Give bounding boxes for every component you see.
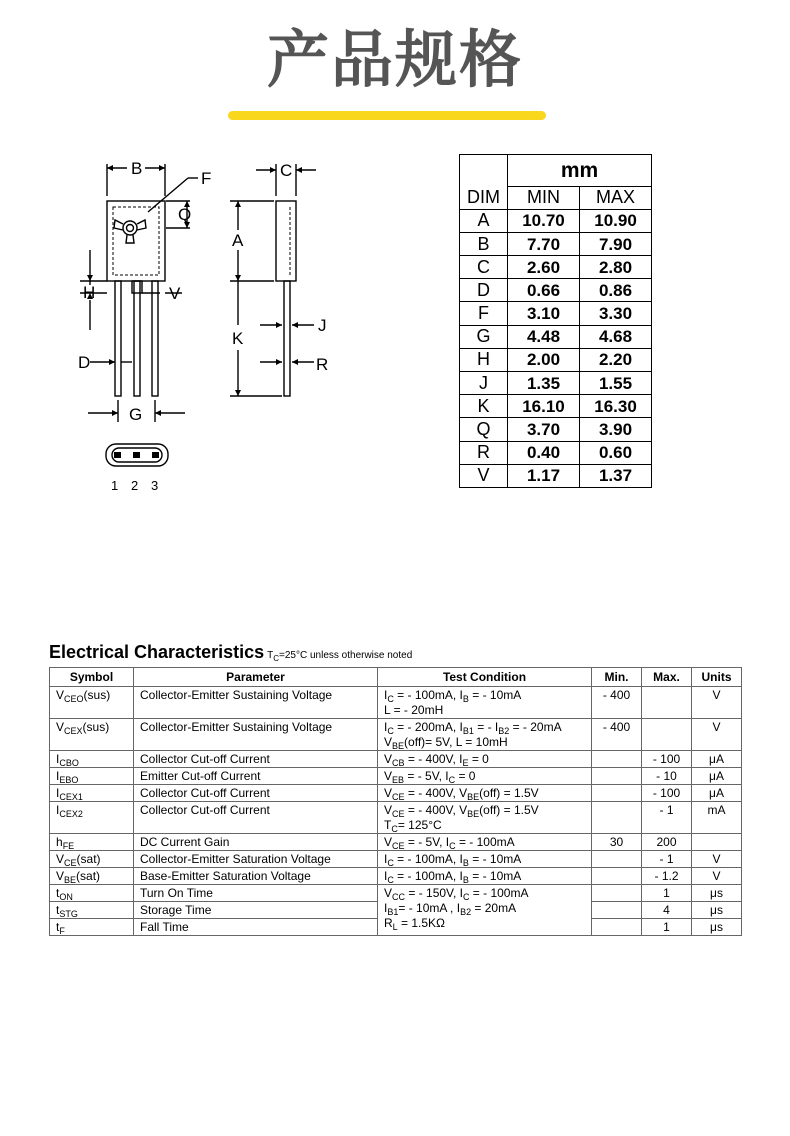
dimension-max-cell: 0.86 [580,279,652,302]
symbol-cell: $h_{FE}$ [50,834,134,851]
symbol-cell: $t_{ON}$ [50,885,134,902]
pin-number: 3 [151,478,159,493]
min-cell [592,919,642,936]
dim-label-d: D [78,353,91,372]
dimension-max-cell: 0.60 [580,441,652,464]
title-underline [228,111,546,120]
table-row [50,851,742,868]
dim-label-f: F [201,169,212,188]
symbol-cell: $I_{EBO}$ [50,768,134,785]
parameter-cell: Turn On Time [134,885,378,902]
dimension-max-cell: 2.80 [580,256,652,279]
dimension-row [460,209,652,232]
units-cell: V [692,719,742,751]
parameter-cell: Collector Cut-off Current [134,802,378,834]
max-cell: - 1.2 [642,868,692,885]
parameter-cell: Base-Emitter Saturation Voltage [134,868,378,885]
symbol-cell: $t_{STG}$ [50,902,134,919]
pin-number: 2 [131,478,139,493]
dim-header: DIM [460,186,508,209]
min-cell [592,802,642,834]
conditions-note: $T_C=25^\circ C$ unless otherwise noted [267,650,413,663]
units-cell: μs [692,885,742,902]
test-condition-cell: $V_{EB}$ = - 5V, $I_C = 0$ [378,768,592,785]
parameter-cell: Fall Time [134,919,378,936]
test-condition-cell: $I_C$ = - 100mA, $I_B$ = - 10mA [378,851,592,868]
dimension-row [460,464,652,487]
table-row [50,834,742,851]
dim-label-c: C [280,161,293,180]
max-cell: 200 [642,834,692,851]
test-condition-cell: $I_C$ = - 100mA, $I_B$ = - 10mA L = - 20mH [378,687,592,719]
units-cell: mA [692,802,742,834]
test-condition-header: Test Condition [378,668,592,687]
min-header: MIN [508,186,580,209]
test-condition-cell: $V_{CE}$ = - 400V, $V_{BE}(off) = 1.5V$ [378,785,592,802]
units-cell: μs [692,919,742,936]
table-row [50,751,742,768]
dimension-max-cell: 2.20 [580,348,652,371]
dimension-min-cell: 1.35 [508,372,580,395]
symbol-cell: $I_{CBO}$ [50,751,134,768]
max-cell [642,719,692,751]
test-condition-cell: $V_{CB}$ = - 400V, $I_E = 0$ [378,751,592,768]
parameter-cell: Collector-Emitter Saturation Voltage [134,851,378,868]
dimension-min-cell: 1.17 [508,464,580,487]
dimension-max-cell: 1.37 [580,464,652,487]
test-condition-cell: $V_{CE}$ = - 400V, $V_{BE}(off) = 1.5V$ $T_C= 125^\circ C$ [378,802,592,834]
min-cell: 30 [592,834,642,851]
dimension-min-cell: 0.40 [508,441,580,464]
symbol-cell: $I_{CEX2}$ [50,802,134,834]
dimension-dim-cell: V [460,464,508,487]
parameter-cell: Collector Cut-off Current [134,785,378,802]
dimension-row [460,441,652,464]
max-cell: - 100 [642,785,692,802]
dim-label-k: K [232,329,244,348]
min-cell: - 400 [592,719,642,751]
units-cell: V [692,868,742,885]
table-row [50,868,742,885]
dimension-row [460,256,652,279]
max-cell: - 100 [642,751,692,768]
units-cell: V [692,851,742,868]
table-row [50,719,742,751]
parameter-cell: Storage Time [134,902,378,919]
min-cell [592,785,642,802]
dimension-dim-cell: K [460,395,508,418]
parameter-cell: DC Current Gain [134,834,378,851]
dimension-dim-cell: B [460,232,508,255]
dimension-dim-cell: C [460,256,508,279]
table-row [50,885,742,902]
dimension-row [460,302,652,325]
units-cell [692,834,742,851]
dimension-dim-cell: J [460,372,508,395]
min-header: Min. [592,668,642,687]
dimension-max-cell: 16.30 [580,395,652,418]
dimension-dim-cell: A [460,209,508,232]
units-cell: μA [692,751,742,768]
electrical-characteristics-table [49,667,742,936]
symbol-cell: $I_{CEX1}$ [50,785,134,802]
max-header: Max. [642,668,692,687]
test-condition-cell: $I_C$ = - 100mA, $I_B$ = - 10mA [378,868,592,885]
pin-number: 1 [111,478,119,493]
max-header: MAX [580,186,652,209]
parameter-cell: Collector-Emitter Sustaining Voltage [134,687,378,719]
dim-label-r: R [316,355,329,374]
dim-label-h: H [83,283,96,302]
dimension-min-cell: 4.48 [508,325,580,348]
symbol-cell: $V_{CE}(sat)$ [50,851,134,868]
package-outline-drawing [70,150,370,500]
min-cell [592,868,642,885]
dim-label-v: V [169,284,181,303]
units-cell: μs [692,902,742,919]
dimension-row [460,279,652,302]
dimension-max-cell: 7.90 [580,232,652,255]
dimension-min-cell: 2.00 [508,348,580,371]
dimension-dim-cell: D [460,279,508,302]
test-condition-cell: $I_C$ = - 200mA, $I_{B1}$ = - $I_{B2}$ = - 20mA $V_{BE}(off)= 5V$, L = 10mH [378,719,592,751]
dimension-max-cell: 10.90 [580,209,652,232]
dimension-row [460,372,652,395]
dimension-max-cell: 3.90 [580,418,652,441]
max-cell: - 1 [642,851,692,868]
dimension-row [460,232,652,255]
dimension-min-cell: 0.66 [508,279,580,302]
symbol-header: Symbol [50,668,134,687]
parameter-cell: Collector Cut-off Current [134,751,378,768]
table-row [50,687,742,719]
dim-label-g: G [129,405,143,424]
table-row [50,802,742,834]
dimension-min-cell: 2.60 [508,256,580,279]
dimensions-table [459,154,652,488]
dimension-max-cell: 1.55 [580,372,652,395]
max-cell: 4 [642,902,692,919]
units-cell: μA [692,785,742,802]
units-header: Units [692,668,742,687]
max-cell [642,687,692,719]
dimension-min-cell: 7.70 [508,232,580,255]
parameter-cell: Emitter Cut-off Current [134,768,378,785]
dimension-max-cell: 4.68 [580,325,652,348]
min-cell [592,851,642,868]
dimension-min-cell: 3.70 [508,418,580,441]
dimension-dim-cell: H [460,348,508,371]
symbol-cell: $t_F$ [50,919,134,936]
dimension-row [460,325,652,348]
units-cell: V [692,687,742,719]
table-row [50,768,742,785]
dimension-row [460,418,652,441]
max-cell: 1 [642,919,692,936]
parameter-cell: Collector-Emitter Sustaining Voltage [134,719,378,751]
dimension-row [460,395,652,418]
dimension-dim-cell: Q [460,418,508,441]
min-cell [592,885,642,902]
test-condition-cell: $V_{CC}$ = - 150V, $I_C$ = - 100mA $I_{B1}= - 10mA$ , $I_{B2} = 20mA$ $R_L = 1.5K\Omega$ [378,885,592,936]
table-row [50,785,742,802]
test-condition-cell: $V_{CE}$ = - 5V, $I_C$ = - 100mA [378,834,592,851]
min-cell [592,902,642,919]
dim-label-q: Q [178,205,192,224]
unit-header: mm [508,155,652,187]
parameter-header: Parameter [134,668,378,687]
min-cell [592,768,642,785]
units-cell: μA [692,768,742,785]
dim-label-b: B [131,159,143,178]
dimension-min-cell: 3.10 [508,302,580,325]
dim-label-j: J [318,316,327,335]
min-cell: - 400 [592,687,642,719]
dimension-row [460,348,652,371]
max-cell: - 1 [642,802,692,834]
dimension-min-cell: 10.70 [508,209,580,232]
page-title: 产品规格 [266,23,523,96]
symbol-cell: $V_{CEX}(sus)$ [50,719,134,751]
max-cell: 1 [642,885,692,902]
electrical-characteristics-title: Electrical Characteristics $T_C=25^\circ C$ unless otherwise noted [49,642,413,663]
max-cell: - 10 [642,768,692,785]
dim-label-a: A [232,231,244,250]
dimension-dim-cell: R [460,441,508,464]
dimension-dim-cell: G [460,325,508,348]
min-cell [592,751,642,768]
dimension-min-cell: 16.10 [508,395,580,418]
symbol-cell: $V_{CEO}(sus)$ [50,687,134,719]
dimension-max-cell: 3.30 [580,302,652,325]
dimension-dim-cell: F [460,302,508,325]
symbol-cell: $V_{BE}(sat)$ [50,868,134,885]
